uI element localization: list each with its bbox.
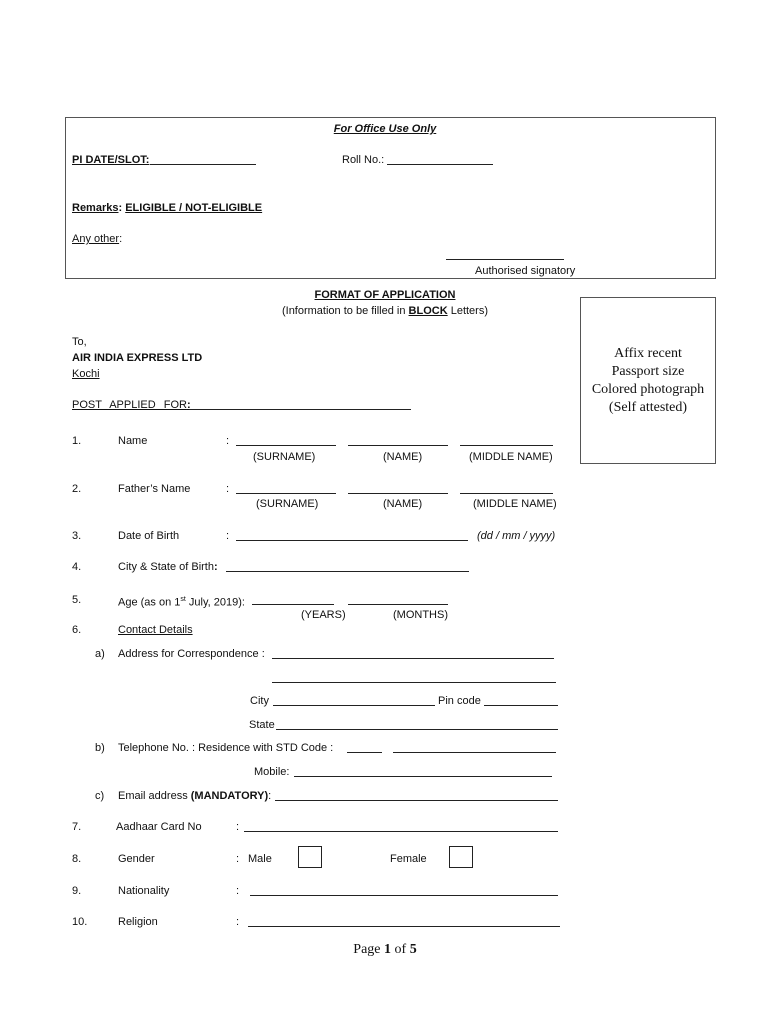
mobile-label: Mobile: [254, 766, 290, 778]
colon: : [236, 916, 240, 928]
colon: : [236, 885, 240, 897]
page-of: of [391, 942, 410, 957]
nationality-label: Nationality [118, 885, 170, 897]
gender-label: Gender [118, 853, 155, 865]
subtitle-block: BLOCK [408, 305, 448, 317]
fathers-name-label: Father’s Name [118, 483, 191, 495]
contact-details-label: Contact Details [118, 624, 193, 636]
address-label: Address for Correspondence [118, 648, 259, 660]
photo-line-4: (Self attested) [608, 399, 688, 415]
middle-name-caption: (MIDDLE NAME) [469, 451, 553, 463]
aadhaar-field[interactable] [244, 831, 558, 832]
field-6-number: 6. [72, 624, 82, 636]
pi-date-label: PI DATE/SLOT: [72, 154, 150, 166]
roll-no-field[interactable] [387, 164, 493, 165]
office-use-title: For Office Use Only [333, 123, 437, 135]
telephone-label: Telephone No. : Residence with STD Code : [118, 742, 334, 754]
name-label: Name [118, 435, 148, 447]
father-surname-caption: (SURNAME) [256, 498, 319, 510]
subtitle-suffix: Letters) [447, 305, 489, 317]
field-1-number: 1. [72, 435, 82, 447]
religion-label: Religion [118, 916, 158, 928]
email-mandatory: (MANDATORY) [190, 790, 269, 802]
field-2-number: 2. [72, 483, 82, 495]
company-city: Kochi [72, 368, 100, 380]
dob-label: Date of Birth [118, 530, 180, 542]
city-field[interactable] [273, 705, 435, 706]
age-label-sup: st [180, 596, 186, 603]
photo-line-3: Colored photograph [591, 381, 705, 397]
colon: : [226, 483, 230, 495]
page-number [0, 942, 770, 958]
any-other-label: Any other [72, 233, 120, 245]
email-label: Email address [118, 790, 191, 802]
age-label [118, 593, 245, 610]
page-total: 5 [409, 942, 417, 957]
aadhaar-label: Aadhaar Card No [116, 821, 202, 833]
father-middle-name-field[interactable] [460, 493, 553, 494]
pin-code-field[interactable] [484, 705, 558, 706]
residence-phone-field[interactable] [393, 752, 556, 753]
authorised-signatory-label: Authorised signatory [475, 265, 576, 277]
surname-caption: (SURNAME) [253, 451, 316, 463]
address-field-1[interactable] [272, 658, 554, 659]
signature-line[interactable] [446, 259, 564, 260]
photo-line-1: Affix recent [614, 345, 682, 361]
father-first-name-field[interactable] [348, 493, 448, 494]
company-name: AIR INDIA EXPRESS LTD [72, 352, 203, 364]
field-7-number: 7. [72, 821, 82, 833]
remarks-label: Remarks [72, 202, 119, 214]
any-other-row: Any other: [72, 233, 123, 245]
pin-code-label: Pin code [438, 695, 481, 707]
surname-field[interactable] [236, 445, 336, 446]
dob-field[interactable] [236, 540, 468, 541]
colon: : [226, 530, 230, 542]
std-code-field[interactable] [347, 752, 382, 753]
female-checkbox[interactable] [449, 846, 473, 868]
field-4-number: 4. [72, 561, 82, 573]
dob-format-hint: (dd / mm / yyyy) [477, 530, 556, 542]
age-months-field[interactable] [348, 604, 448, 605]
post-applied-row: POST APPLIED FOR: [72, 399, 191, 411]
sub-a-number: a) [95, 648, 105, 660]
photo-line-2: Passport size [611, 363, 685, 379]
mobile-field[interactable] [294, 776, 552, 777]
age-years-field[interactable] [252, 604, 334, 605]
remarks-value: ELIGIBLE / NOT-ELIGIBLE [125, 202, 263, 214]
male-checkbox[interactable] [298, 846, 322, 868]
age-label-a: Age (as on 1 [118, 596, 181, 609]
page-label: Page [353, 942, 385, 957]
email-label-row: Email address (MANDATORY): [118, 790, 272, 802]
years-caption: (YEARS) [301, 609, 346, 621]
post-applied-label: POST APPLIED FOR [72, 399, 187, 411]
name-caption: (NAME) [383, 451, 423, 463]
sub-c-number: c) [95, 790, 105, 802]
colon: : [226, 435, 230, 447]
photo-box[interactable] [580, 297, 716, 464]
roll-no-label: Roll No.: [342, 154, 385, 166]
form-title: FORMAT OF APPLICATION [314, 289, 456, 301]
field-3-number: 3. [72, 530, 82, 542]
form-subtitle [220, 304, 550, 318]
birth-place-label: City & State of Birth [118, 561, 214, 573]
office-use-box [65, 117, 716, 279]
female-label: Female [390, 853, 427, 865]
father-surname-field[interactable] [236, 493, 336, 494]
father-middle-name-caption: (MIDDLE NAME) [473, 498, 557, 510]
page-current: 1 [384, 942, 392, 957]
age-label-b: July, 2019): [185, 596, 245, 609]
religion-field[interactable] [248, 926, 560, 927]
city-label: City [250, 695, 269, 707]
colon: : [236, 853, 240, 865]
pi-date-field[interactable] [150, 164, 256, 165]
field-10-number: 10. [72, 916, 88, 928]
nationality-field[interactable] [250, 895, 558, 896]
address-label-row: Address for Correspondence : [118, 648, 265, 660]
remarks-row: Remarks: ELIGIBLE / NOT-ELIGIBLE [72, 202, 263, 214]
months-caption: (MONTHS) [393, 609, 448, 621]
field-9-number: 9. [72, 885, 82, 897]
first-name-field[interactable] [348, 445, 448, 446]
birth-place-field[interactable] [226, 571, 469, 572]
state-field[interactable] [276, 729, 558, 730]
male-label: Male [248, 853, 272, 865]
address-field-2[interactable] [272, 682, 556, 683]
sub-b-number: b) [95, 742, 105, 754]
colon: : [236, 821, 240, 833]
father-name-caption: (NAME) [383, 498, 423, 510]
middle-name-field[interactable] [460, 445, 553, 446]
birth-place-row: City & State of Birth: [118, 561, 218, 573]
state-label: State [249, 719, 275, 731]
field-5-number: 5. [72, 594, 82, 606]
post-applied-field[interactable] [189, 409, 411, 410]
field-8-number: 8. [72, 853, 82, 865]
email-field[interactable] [275, 800, 558, 801]
subtitle-prefix: (Information to be filled in [281, 305, 409, 317]
to-label: To, [72, 336, 87, 348]
